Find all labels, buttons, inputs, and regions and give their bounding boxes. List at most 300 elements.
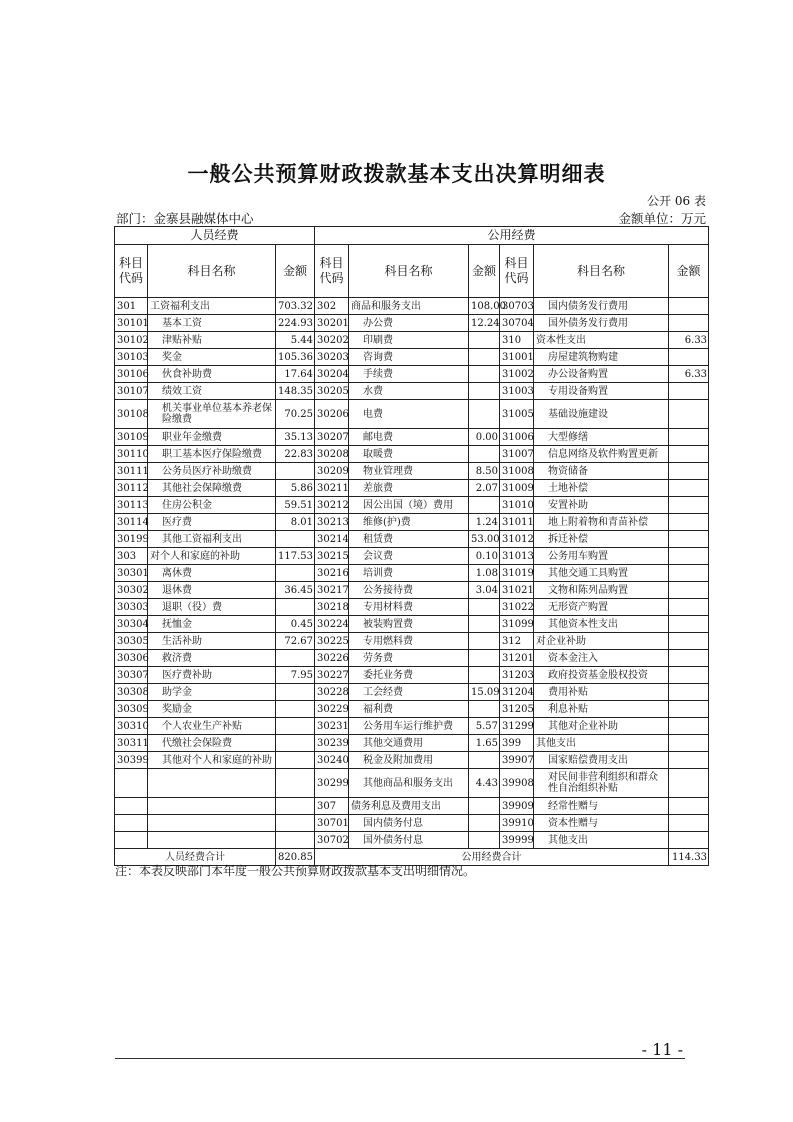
footnote: 注：本表反映部门本年度一般公共预算财政拨款基本支出明细情况。 — [115, 864, 476, 878]
name-cell: 国内债务付息 — [349, 815, 469, 832]
amount-cell: 22.83 — [276, 446, 315, 463]
name-cell: 公务用车运行维护费 — [349, 718, 469, 735]
name-cell: 津贴补贴 — [148, 332, 276, 349]
amount-cell: 1.08 — [469, 565, 500, 582]
amount-cell — [469, 332, 500, 349]
amount-cell: 35.13 — [276, 429, 315, 446]
name-cell: 培训费 — [349, 565, 469, 582]
name-cell: 利息补贴 — [534, 701, 669, 718]
code-cell: 30102 — [115, 332, 148, 349]
code-header: 科目代码 — [500, 245, 534, 298]
code-cell: 30704 — [500, 315, 534, 332]
code-cell: 307 — [315, 798, 349, 815]
code-cell: 30113 — [115, 497, 148, 514]
amount-cell — [669, 701, 709, 718]
table-row — [115, 463, 709, 480]
table-row — [115, 650, 709, 667]
amount-cell — [469, 798, 500, 815]
amount-cell: 5.44 — [276, 332, 315, 349]
code-cell: 31205 — [500, 701, 534, 718]
amount-cell: 53.00 — [469, 531, 500, 548]
amount-cell — [276, 718, 315, 735]
amount-cell: 8.01 — [276, 514, 315, 531]
amount-cell — [669, 400, 709, 429]
amount-cell — [276, 832, 315, 849]
amount-cell: 1.24 — [469, 514, 500, 531]
code-cell: 31005 — [500, 400, 534, 429]
name-cell: 差旅费 — [349, 480, 469, 497]
amount-cell: 108.00 — [469, 298, 500, 315]
amount-cell — [669, 582, 709, 599]
amount-cell — [669, 383, 709, 400]
code-cell: 30101 — [115, 315, 148, 332]
table-row — [115, 400, 709, 429]
code-cell: 30228 — [315, 684, 349, 701]
amount-cell: 6.33 — [669, 366, 709, 383]
table-row — [115, 798, 709, 815]
name-cell: 专用材料费 — [349, 599, 469, 616]
code-cell: 301 — [115, 298, 148, 315]
name-cell: 职工基本医疗保险缴费 — [148, 446, 276, 463]
code-cell: 30218 — [315, 599, 349, 616]
name-cell — [148, 798, 276, 815]
table-row — [115, 446, 709, 463]
amount-cell — [276, 463, 315, 480]
name-cell: 对企业补助 — [534, 633, 669, 650]
name-cell: 工会经费 — [349, 684, 469, 701]
amount-cell: 703.32 — [276, 298, 315, 315]
code-cell: 31019 — [500, 565, 534, 582]
code-cell: 30224 — [315, 616, 349, 633]
name-cell: 抚恤金 — [148, 616, 276, 633]
amount-cell: 5.57 — [469, 718, 500, 735]
amount-cell: 105.36 — [276, 349, 315, 366]
code-cell: 30301 — [115, 565, 148, 582]
amount-header: 金额 — [469, 245, 500, 298]
table-row — [115, 480, 709, 497]
amount-cell — [669, 548, 709, 565]
amount-cell — [276, 798, 315, 815]
amount-cell — [469, 599, 500, 616]
amount-cell: 2.07 — [469, 480, 500, 497]
code-cell: 39909 — [500, 798, 534, 815]
table-row — [115, 701, 709, 718]
name-cell: 基本工资 — [148, 315, 276, 332]
name-cell: 救济费 — [148, 650, 276, 667]
name-cell: 债务利息及费用支出 — [349, 798, 469, 815]
name-header: 科目名称 — [349, 245, 469, 298]
name-cell: 奖金 — [148, 349, 276, 366]
code-cell: 30308 — [115, 684, 148, 701]
amount-cell: 148.35 — [276, 383, 315, 400]
code-cell: 31299 — [500, 718, 534, 735]
code-header: 科目代码 — [315, 245, 349, 298]
code-cell: 30225 — [315, 633, 349, 650]
code-cell: 30206 — [315, 400, 349, 429]
amount-cell — [469, 815, 500, 832]
table-row — [115, 752, 709, 769]
table-row — [115, 349, 709, 366]
name-cell: 水费 — [349, 383, 469, 400]
amount-header: 金额 — [669, 245, 709, 298]
name-cell: 劳务费 — [349, 650, 469, 667]
name-cell: 奖励金 — [148, 701, 276, 718]
amount-cell — [276, 650, 315, 667]
amount-cell — [276, 565, 315, 582]
name-cell: 其他工资福利支出 — [148, 531, 276, 548]
code-cell: 39908 — [500, 769, 534, 798]
personnel-total-value: 820.85 — [276, 849, 315, 866]
code-cell: 30106 — [115, 366, 148, 383]
code-cell: 30199 — [115, 531, 148, 548]
code-cell: 30208 — [315, 446, 349, 463]
code-cell: 30231 — [315, 718, 349, 735]
name-cell: 大型修缮 — [534, 429, 669, 446]
table-row — [115, 383, 709, 400]
page-number: - 11 - — [641, 1040, 683, 1059]
department-label: 部门：金寨县融媒体中心 — [116, 211, 254, 226]
code-cell: 30701 — [315, 815, 349, 832]
name-cell — [148, 769, 276, 798]
code-cell: 31203 — [500, 667, 534, 684]
name-cell: 国外债务付息 — [349, 832, 469, 849]
table-row — [115, 429, 709, 446]
name-cell: 邮电费 — [349, 429, 469, 446]
amount-cell — [469, 633, 500, 650]
amount-cell: 1.65 — [469, 735, 500, 752]
table-row — [115, 769, 709, 798]
code-cell — [115, 832, 148, 849]
unit-label: 金额单位：万元 — [618, 211, 706, 226]
name-cell: 经常性赠与 — [534, 798, 669, 815]
amount-cell — [276, 531, 315, 548]
code-cell: 30213 — [315, 514, 349, 531]
code-cell: 30203 — [315, 349, 349, 366]
code-cell: 31001 — [500, 349, 534, 366]
code-cell: 312 — [500, 633, 534, 650]
code-cell: 30229 — [315, 701, 349, 718]
name-cell: 工资福利支出 — [148, 298, 276, 315]
code-cell: 30306 — [115, 650, 148, 667]
code-cell: 302 — [315, 298, 349, 315]
public-total-label: 公用经费合计 — [315, 849, 669, 866]
code-cell: 30216 — [315, 565, 349, 582]
name-cell: 费用补贴 — [534, 684, 669, 701]
name-cell: 办公设备购置 — [534, 366, 669, 383]
code-cell: 30114 — [115, 514, 148, 531]
code-cell: 31008 — [500, 463, 534, 480]
amount-cell — [669, 735, 709, 752]
code-cell: 30311 — [115, 735, 148, 752]
code-cell: 30227 — [315, 667, 349, 684]
code-cell — [115, 798, 148, 815]
code-cell: 30226 — [315, 650, 349, 667]
code-cell: 310 — [500, 332, 534, 349]
amount-cell — [469, 701, 500, 718]
public-total-value: 114.33 — [669, 849, 709, 866]
table-row — [115, 332, 709, 349]
amount-cell — [669, 429, 709, 446]
code-cell: 30204 — [315, 366, 349, 383]
amount-cell — [669, 650, 709, 667]
name-cell: 电费 — [349, 400, 469, 429]
name-cell: 基础设施建设 — [534, 400, 669, 429]
table-row — [115, 497, 709, 514]
name-cell: 对个人和家庭的补助 — [148, 548, 276, 565]
table-code: 公开 06 表 — [647, 194, 706, 208]
name-cell: 住房公积金 — [148, 497, 276, 514]
code-cell: 30201 — [315, 315, 349, 332]
code-cell: 30214 — [315, 531, 349, 548]
code-cell: 30110 — [115, 446, 148, 463]
name-cell: 土地补偿 — [534, 480, 669, 497]
code-cell: 30703 — [500, 298, 534, 315]
name-cell: 手续费 — [349, 366, 469, 383]
column-header-row — [115, 245, 709, 298]
personnel-total-label: 人员经费合计 — [115, 849, 276, 866]
table-row — [115, 548, 709, 565]
code-cell: 31099 — [500, 616, 534, 633]
name-cell: 离休费 — [148, 565, 276, 582]
amount-cell — [669, 769, 709, 798]
code-cell: 39907 — [500, 752, 534, 769]
amount-cell — [669, 298, 709, 315]
name-cell: 专用设备购置 — [534, 383, 669, 400]
amount-cell — [469, 752, 500, 769]
amount-cell — [669, 798, 709, 815]
name-cell: 助学金 — [148, 684, 276, 701]
code-cell — [115, 815, 148, 832]
name-cell: 维修(护)费 — [349, 514, 469, 531]
code-cell: 30217 — [315, 582, 349, 599]
amount-cell — [276, 769, 315, 798]
name-cell: 福利费 — [349, 701, 469, 718]
amount-cell — [669, 463, 709, 480]
name-cell: 国外债务发行费用 — [534, 315, 669, 332]
name-cell: 租赁费 — [349, 531, 469, 548]
code-cell: 30112 — [115, 480, 148, 497]
amount-cell — [669, 514, 709, 531]
amount-cell — [669, 633, 709, 650]
amount-cell — [669, 565, 709, 582]
code-cell: 30202 — [315, 332, 349, 349]
name-header: 科目名称 — [148, 245, 276, 298]
name-cell: 国家赔偿费用支出 — [534, 752, 669, 769]
code-cell: 303 — [115, 548, 148, 565]
code-cell: 399 — [500, 735, 534, 752]
name-cell: 医疗费补助 — [148, 667, 276, 684]
name-cell: 其他支出 — [534, 735, 669, 752]
code-cell: 31204 — [500, 684, 534, 701]
table-row — [115, 815, 709, 832]
page-title: 一般公共预算财政拨款基本支出决算明细表 — [187, 161, 606, 186]
name-cell: 公务接待费 — [349, 582, 469, 599]
code-header: 科目代码 — [115, 245, 148, 298]
name-cell: 资本性赠与 — [534, 815, 669, 832]
name-cell: 地上附着物和青苗补偿 — [534, 514, 669, 531]
amount-header: 金额 — [276, 245, 315, 298]
table-row — [115, 298, 709, 315]
public-header: 公用经费 — [315, 227, 709, 245]
name-cell: 公务员医疗补助缴费 — [148, 463, 276, 480]
name-cell: 职业年金缴费 — [148, 429, 276, 446]
table-row — [115, 667, 709, 684]
amount-cell — [669, 599, 709, 616]
amount-cell: 3.04 — [469, 582, 500, 599]
name-cell: 资本性支出 — [534, 332, 669, 349]
amount-cell — [469, 497, 500, 514]
name-cell: 其他对企业补助 — [534, 718, 669, 735]
code-cell: 30304 — [115, 616, 148, 633]
amount-cell — [469, 832, 500, 849]
name-cell: 因公出国（境）费用 — [349, 497, 469, 514]
code-cell: 30107 — [115, 383, 148, 400]
code-cell: 30111 — [115, 463, 148, 480]
amount-cell: 0.45 — [276, 616, 315, 633]
amount-cell — [469, 616, 500, 633]
name-cell: 被装购置费 — [349, 616, 469, 633]
code-cell: 31010 — [500, 497, 534, 514]
name-cell: 会议费 — [349, 548, 469, 565]
name-cell: 其他资本性支出 — [534, 616, 669, 633]
name-cell: 其他商品和服务支出 — [349, 769, 469, 798]
amount-cell — [469, 349, 500, 366]
amount-cell — [669, 531, 709, 548]
name-cell: 文物和陈列品购置 — [534, 582, 669, 599]
amount-cell — [669, 752, 709, 769]
table-row — [115, 718, 709, 735]
code-cell: 30205 — [315, 383, 349, 400]
amount-cell: 36.45 — [276, 582, 315, 599]
name-cell: 物资储备 — [534, 463, 669, 480]
table-row — [115, 315, 709, 332]
name-header: 科目名称 — [534, 245, 669, 298]
name-cell: 专用燃料费 — [349, 633, 469, 650]
amount-cell — [669, 480, 709, 497]
name-cell — [148, 815, 276, 832]
amount-cell: 12.24 — [469, 315, 500, 332]
footer-rule — [115, 1058, 685, 1059]
name-cell: 机关事业单位基本养老保险缴费 — [148, 400, 276, 429]
amount-cell — [669, 446, 709, 463]
code-cell: 31006 — [500, 429, 534, 446]
amount-cell: 224.93 — [276, 315, 315, 332]
code-cell: 30309 — [115, 701, 148, 718]
table-row — [115, 616, 709, 633]
amount-cell: 0.00 — [469, 429, 500, 446]
code-cell: 30240 — [315, 752, 349, 769]
code-cell: 30399 — [115, 752, 148, 769]
name-cell: 公务用车购置 — [534, 548, 669, 565]
name-cell: 拆迁补偿 — [534, 531, 669, 548]
code-cell: 30299 — [315, 769, 349, 798]
code-cell — [115, 769, 148, 798]
code-cell: 30310 — [115, 718, 148, 735]
code-cell: 30103 — [115, 349, 148, 366]
code-cell: 30212 — [315, 497, 349, 514]
code-cell: 31009 — [500, 480, 534, 497]
name-cell: 印刷费 — [349, 332, 469, 349]
amount-cell — [469, 400, 500, 429]
name-cell: 其他交通工具购置 — [534, 565, 669, 582]
amount-cell — [276, 752, 315, 769]
amount-cell — [469, 650, 500, 667]
name-cell: 政府投资基金股权投资 — [534, 667, 669, 684]
name-cell: 物业管理费 — [349, 463, 469, 480]
table-row — [115, 735, 709, 752]
amount-cell — [469, 446, 500, 463]
amount-cell: 70.25 — [276, 400, 315, 429]
amount-cell — [276, 735, 315, 752]
name-cell: 生活补助 — [148, 633, 276, 650]
amount-cell: 15.09 — [469, 684, 500, 701]
amount-cell: 7.95 — [276, 667, 315, 684]
amount-cell: 72.67 — [276, 633, 315, 650]
name-cell: 伙食补助费 — [148, 366, 276, 383]
amount-cell — [669, 315, 709, 332]
code-cell: 31022 — [500, 599, 534, 616]
name-cell: 其他交通费用 — [349, 735, 469, 752]
amount-cell — [669, 815, 709, 832]
amount-cell: 0.10 — [469, 548, 500, 565]
table-row — [115, 582, 709, 599]
code-cell: 30305 — [115, 633, 148, 650]
name-cell: 委托业务费 — [349, 667, 469, 684]
code-cell: 31002 — [500, 366, 534, 383]
name-cell: 其他对个人和家庭的补助 — [148, 752, 276, 769]
table-row — [115, 599, 709, 616]
code-cell: 30303 — [115, 599, 148, 616]
name-cell: 个人农业生产补贴 — [148, 718, 276, 735]
amount-cell — [669, 832, 709, 849]
code-cell: 30307 — [115, 667, 148, 684]
name-cell: 对民间非营利组织和群众性自治组织补贴 — [534, 769, 669, 798]
name-cell: 退休费 — [148, 582, 276, 599]
table-row — [115, 832, 709, 849]
name-cell — [148, 832, 276, 849]
code-cell: 30108 — [115, 400, 148, 429]
amount-cell: 6.33 — [669, 332, 709, 349]
name-cell: 商品和服务支出 — [349, 298, 469, 315]
table-row — [115, 633, 709, 650]
name-cell: 其他支出 — [534, 832, 669, 849]
amount-cell: 117.53 — [276, 548, 315, 565]
code-cell: 31007 — [500, 446, 534, 463]
name-cell: 国内债务发行费用 — [534, 298, 669, 315]
code-cell: 31011 — [500, 514, 534, 531]
amount-cell — [669, 349, 709, 366]
personnel-header: 人员经费 — [115, 227, 315, 245]
name-cell: 取暖费 — [349, 446, 469, 463]
code-cell: 30109 — [115, 429, 148, 446]
code-cell: 30207 — [315, 429, 349, 446]
code-cell: 31201 — [500, 650, 534, 667]
table-row — [115, 531, 709, 548]
code-cell: 39999 — [500, 832, 534, 849]
code-cell: 30302 — [115, 582, 148, 599]
amount-cell: 8.50 — [469, 463, 500, 480]
table-row — [115, 565, 709, 582]
name-cell: 其他社会保障缴费 — [148, 480, 276, 497]
name-cell: 办公费 — [349, 315, 469, 332]
expenditure-table — [114, 226, 709, 866]
amount-cell — [276, 684, 315, 701]
amount-cell: 17.64 — [276, 366, 315, 383]
amount-cell — [276, 599, 315, 616]
code-cell: 30702 — [315, 832, 349, 849]
table-row — [115, 684, 709, 701]
amount-cell — [469, 383, 500, 400]
